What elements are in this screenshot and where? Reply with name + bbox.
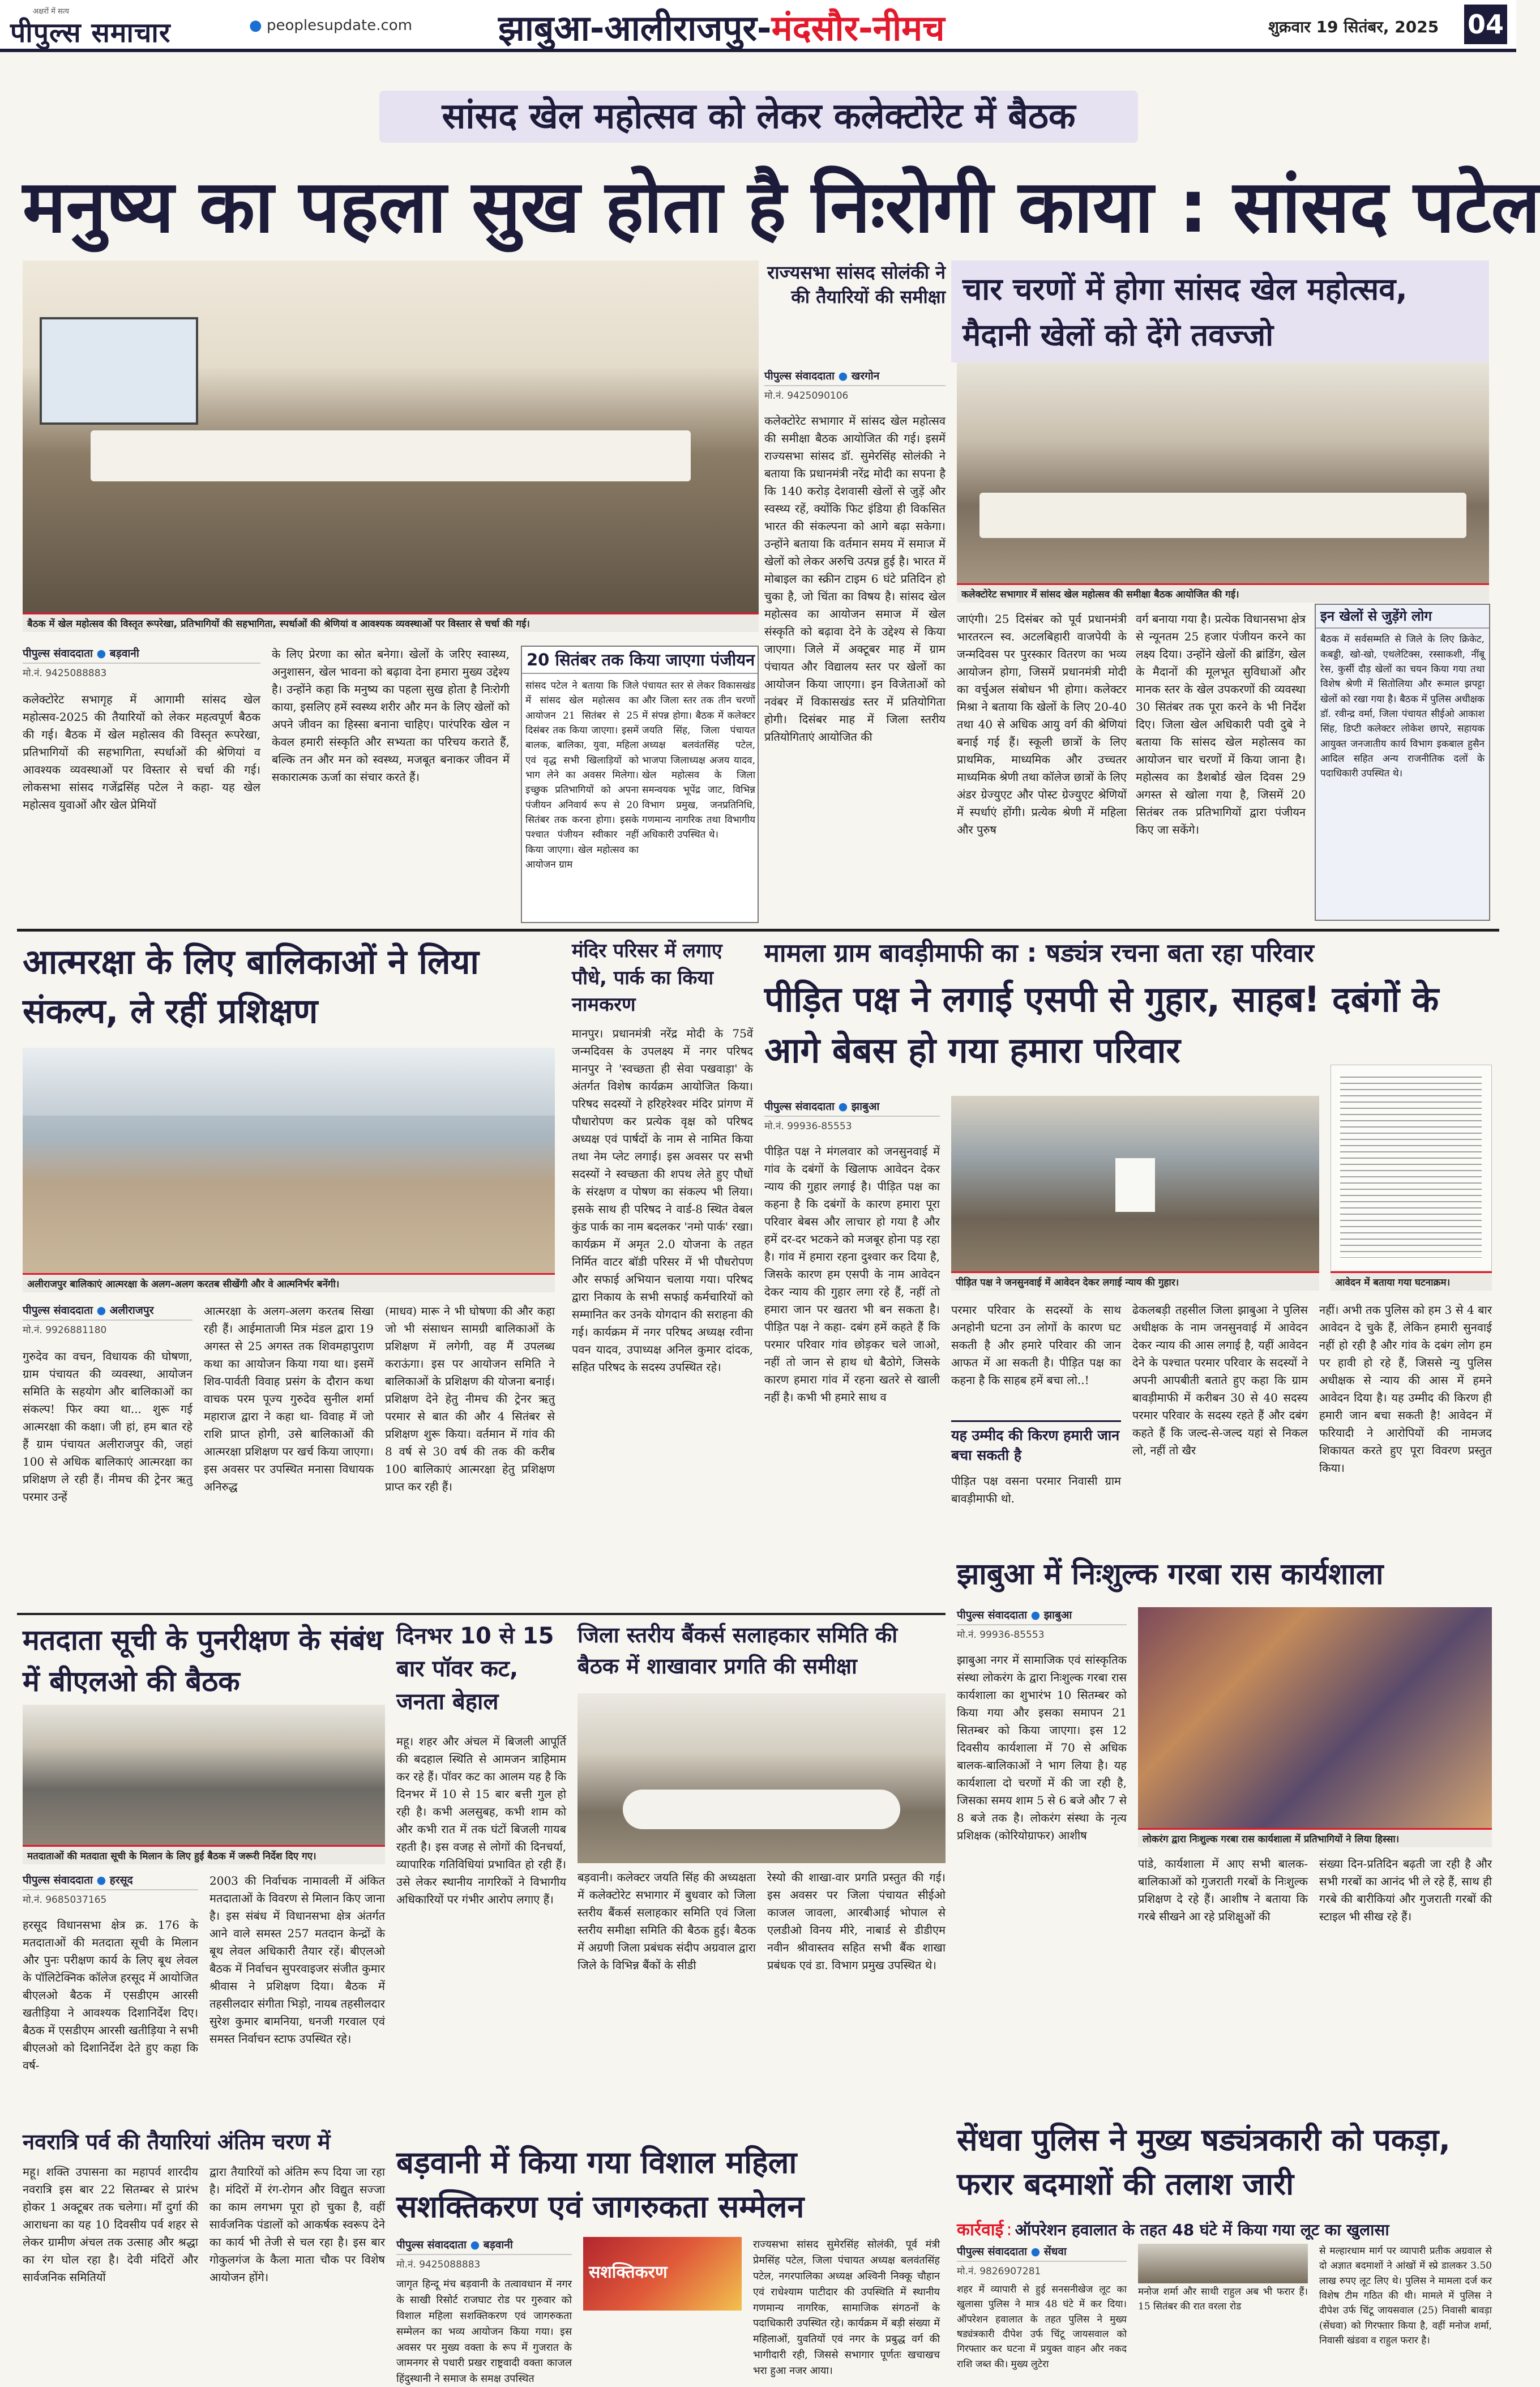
khargone-col2: जाएंगी। 25 दिसंबर को पूर्व प्रधानमंत्री भारतरत्न स्व. अटलबिहारी वाजपेयी के जन्मदिवस पर पुरस्कार वितरण का भव्य आयोजन होगा, जिसमें प्रधानमंत्री मोदी का वर्चुअल संबोधन भी होगा। कलेक्टर मिश्रा ने बताया कि खेलों के लिए 20-40 तथा 40 से अधिक आयु वर्ग की श्रेणियां बनाई गई हैं। स्कूली छात्रों के लिए प्राथमिक, माध्यमिक और उच्चतर माध्यमिक श्रेणी तथा कॉलेज छात्रों के लिए अंडर ग्रेज्युएट और पोस्ट ग्रेज्युएट श्रेणियों में स्पर्धाएं होंगी। प्रत्येक श्रेणी में महिला और पुरुष	[957, 612, 1127, 836]
byline	[23, 646, 260, 664]
garba-photo	[1138, 1607, 1492, 1828]
garba-col1: झाबुआ नगर में सामाजिक एवं सांस्कृतिक संस्था लोकरंग के द्वारा निःशुल्क गरबा रास कार्यशाला का शुभारंभ 10 सितम्बर को किया गया और इसका समापन 21 सितम्बर को किया जाएगा। इस 12 दिवसीय कार्यशाला में 70 से अधिक बालक-बालिकाओं ने भाग लिया है। यह कार्यशाला दो चरणों में की जा रही है, जिसका समय शाम 5 से 6 बजे और 7 से 8 बजे तक है। लोकरंग संस्था के नृत्य प्रशिक्षक (कोरियोग्राफर) आशीष	[957, 1653, 1127, 1842]
khargone-col3: वर्ग बनाया गया है। प्रत्येक विधानसभा क्षेत्र से न्यूनतम 25 हजार पंजीयन करने का लक्ष्य दिया। उन्होंने खेलों की ब्रांडिंग, खेल के मैदानों की मूलभूत सुविधाओं और मानक स्तर के खेल उपकरणों की व्यवस्था 30 सितंबर तक पूरा करने के भी निर्देश दिए। जिला खेल अधिकारी पवी दुबे ने बताया कि सांसद खेल महोत्सव का आयोजन चार चरणों में किया जाना है। महोत्सव का डैशबोर्ड खेल दिवस 29 अगस्त से खोला गया है, जिसमें 20 सितंबर तक प्रतिभागियों द्वारा पंजीयन किए जा सकेंगे।	[1136, 612, 1306, 836]
byline-name: पीपुल्स संवाददाता	[957, 1609, 1027, 1621]
section-divider	[17, 929, 1499, 932]
byline-place: हरसूद	[109, 1874, 133, 1886]
website-text: peoplesupdate.com	[266, 17, 413, 34]
byline-place: झाबुआ	[1043, 1609, 1072, 1621]
sendhwa-col2: मनोज शर्मा और साथी राहुल अब भी फरार हैं। 15 सितंबर की रात वरला रोड	[1138, 2286, 1308, 2313]
bankers-headline: जिला स्तरीय बैंकर्स सलाहकार समिति की बैठक में शाखावार प्रगति की समीक्षा	[578, 1622, 898, 1679]
alirajpur-col2: आत्मरक्षा के अलग-अलग करतब सिखा रही हैं। आईमाताजी मित्र मंडल द्वारा 19 अगस्त से 25 अगस्त तक शिवमहापुराण कथा का आयोजन किया गया था। इसमें शिव-पार्वती विवाह प्रसंग के दौरान कथा वाचक परम पूज्य गुरुदेव सुनील शर्मा महाराज द्वारा ने कहा था- विवाह में जो राशि प्राप्त होगी, उसे बालिकाओं की आत्मरक्षा प्रशिक्षण पर खर्च किया जाएगा। इस अवसर पर उपस्थित मनासा विधायक अनिरुद्ध	[204, 1304, 374, 1493]
byline-mobile: मो.नं. 9926881180	[23, 1325, 107, 1336]
conference-table	[623, 1790, 900, 1829]
website[interactable]	[249, 17, 412, 34]
harsud-photo	[23, 1705, 385, 1845]
hope-subhead-text: यह उम्मीद की किरण हमारी जान बचा सकती है	[951, 1427, 1120, 1463]
sendhwa-byline	[957, 2244, 1127, 2277]
byline-place: खरगोन	[851, 370, 880, 382]
byline-name: पीपुल्स संवाददाता	[23, 647, 93, 660]
bankers-photo	[578, 1693, 946, 1863]
sendhwa-kicker: ऑपरेशन हवालात के तहत 48 घंटे में किया गया लूट का खुलासा	[1015, 2221, 1389, 2239]
projector-screen	[40, 317, 198, 425]
garba-byline	[957, 1607, 1127, 1641]
barwani-women-col3: राज्यसभा सांसद सुमेरसिंह सोलंकी, पूर्व मंत्री प्रेमसिंह पटेल, जिला पंचायत अध्यक्ष बलवंतसिंह पटेल, नगरपालिका अध्यक्ष अश्विनी निक्कू चौहान एवं राधेश्याम पाटीदार की उपस्थिति में स्थानीय गणमान्य नागरिक, सामाजिक संगठनों के पदाधिकारी उपस्थित रहे। कार्यक्रम में बड़ी संख्या में महिलाओं, युवतियों एवं नगर के प्रबुद्ध वर्ग की भागीदारी रही, जिससे सभागार पूर्णतः खचाखच भरा हुआ नजर आया।	[753, 2239, 940, 2377]
khargone-headline: चार चरणों में होगा सांसद खेल महोत्सव, मैदानी खेलों को देंगे तवज्जो	[962, 271, 1408, 353]
bullet-icon: ●	[1030, 2245, 1041, 2258]
byline-name: पीपुल्स संवाददाता	[23, 1304, 93, 1317]
byline	[23, 1872, 198, 1890]
family-col1: पीड़ित पक्ष ने मंगलवार को जनसुनवाई में गांव के दबंगों के खिलाफ आवेदन देकर न्याय की गुहार लगाई है। पीड़ित पक्ष का कहना है कि दबंगों के कारण हमारा पूरा परिवार बेबस और लाचार हो गया है और हमें दर-दर भटकने को मजबूर होना पड़ रहा है। गांव में हमारा रहना दुश्वार कर दिया है, जिसके कारण हम एसपी के नाम आवेदन देकर न्याय की गुहार लगा रहे हैं, नहीं तो हमारा जान पर खतरा भी बन सकता है। पीड़ित पक्ष ने कहा- दबंग हमें कहते हैं कि परमार परिवार गांव छोड़कर चले जाओ, नहीं तो जान से हाथ धो बैठोगे, जिसके कारण हमारा गांव में रहना खतरे से खाली नहीं है। कभी भी हमारे साथ व	[764, 1145, 940, 1404]
bankers-col2: रेस्यो की शाखा-वार प्रगति प्रस्तुत की गई। इस अवसर पर जिला पंचायत सीईओ काजल जावला, आरबीआई भोपाल से एलडीओ विनय मीरे, नाबार्ड से डीडीएम नवीन श्रीवास्तव सहित सभी बैंक शाखा प्रबंधक एवं डा. विभाग प्रमुख उपस्थित थे।	[767, 1871, 946, 1972]
byline-name: पीपुल्स संवाददाता	[23, 1874, 93, 1886]
barwani-women-byline	[396, 2237, 572, 2270]
lead-headline: मनुष्य का पहला सुख होता है निःरोगी काया : सांसद पटेल	[23, 165, 1540, 249]
document-caption: आवेदन में बताया गया घटनाक्रम।	[1331, 1271, 1492, 1291]
lead-photo	[23, 261, 759, 613]
byline-name: पीपुल्स संवाददाता	[764, 370, 835, 382]
byline-mobile: मो.नं. 9425088883	[396, 2259, 481, 2270]
sendhwa-col3: से मल्हारधाम मार्ग पर व्यापारी प्रतीक अग्रवाल से दो अज्ञात बदमाशों ने आंखों में स्प्रे डालकर 3.50 लाख रुपए लूट लिए थे। पुलिस ने मामला दर्ज कर विशेष टीम गठित की थी। मामले में पुलिस ने दीपेश उर्फ चिंटू जायसवाल (25) निवासी बावड़ा (सेंधवा) को गिरफ्तार किया है, वहीं मनोज शर्मा, निवासी खंडवा व राहुल फरार है।	[1319, 2245, 1492, 2347]
barwani-women-headline: बड़वानी में किया गया विशाल महिला सशक्तिकरण एवं जागरुकता सम्मेलन	[396, 2145, 805, 2225]
paper-logo	[10, 6, 242, 49]
byline	[957, 2244, 1127, 2262]
bankers-col1: बड़वानी। कलेक्टर जयति सिंह की अध्यक्षता में कलेक्टोरेट सभागार में बुधवार को जिला स्तरीय बैंकर्स सलाहकार समिति एवं जिला स्तरीय समीक्षा समिति की बैठक हुई। बैठक में अग्रणी जिला प्रबंधक संदीप अग्रवाल द्वारा जिले के विभिन्न बैंकों के सीडी	[578, 1871, 756, 1972]
byline-mobile: मो.नं. 99936-85553	[764, 1121, 852, 1132]
garba-col2: पांडे, कार्यशाला में आए सभी बालक-बालिकाओं को गुजराती गरबों के निःशुल्क प्रशिक्षण दे रहे हैं। आशीष ने बताया कि गरबे सीखने आ रहे प्रशिक्षुओं की	[1138, 1857, 1308, 1923]
byline	[957, 1607, 1127, 1625]
section-divider	[17, 1613, 946, 1615]
separator-icon: :	[1006, 2220, 1012, 2240]
temple-body: मानपुर। प्रधानमंत्री नरेंद्र मोदी के 75वें जन्मदिवस के उपलक्ष्य में नगर परिषद मानपुर ने 'स्वच्छता ही सेवा पखवाड़ा' के अंतर्गत विशेष कार्यक्रम आयोजित किया। परिषद सदस्यों ने हरिहरेश्वर मंदिर प्रांगण में पौधारोपण कर प्रत्येक वृक्ष को परिषद अध्यक्ष एवं पार्षदों के नाम से नामित किया तथा नेम प्लेट लगाई। इस अवसर पर सभी सदस्यों ने स्वच्छता की शपथ लेते हुए पौधों के संरक्षण व पोषण का संकल्प भी लिया। इसके साथ ही परिषद ने वार्ड-8 स्थित वेबल कुंड पार्क का नाम बदलकर 'नमो पार्क' रखा। कार्यक्रम में अमृत 2.0 योजना के तहत निर्मित वाटर बॉडी परिसर में भी पौधरोपण और सफाई अभियान चलाया गया। परिषद द्वारा निकाय के सभी सफाई कर्मचारियों को सम्मानित कर उनके योगदान की सराहना की गई। कार्यक्रम में नगर परिषद अध्यक्ष रवीना पवन यादव, उपाध्यक्ष अनिल कुमार दांदक, सहित परिषद के सदस्य उपस्थित रहे।	[572, 1027, 753, 1374]
khargone-photo	[957, 362, 1489, 583]
navratri-col2: द्वारा तैयारियों को अंतिम रूप दिया जा रहा है। मंदिरों में रंग-रोगन और विद्युत सज्जा का काम लगभग पूरा हो चुका है, वहीं सार्वजनिक पंडालों को आकर्षक स्वरूप देने का कार्य भी तेजी से चल रहा है। इस बार गोकुलगंज के कैला माता चौक पर विशेष आयोजन होंगे।	[209, 2165, 385, 2284]
family-col3: ढेकलबड़ी तहसील जिला झाबुआ ने पुलिस अधीक्षक के नाम जनसुनवाई में आवेदन देकर न्याय की आस लगाई है, यहीं आवेदन देने के पश्चात परमार परिवार के सदस्यों ने अपनी आपबीती बताते हुए कहा कि ग्राम बावड़ीमाफी में करीबन 30 से 40 सदस्य परमार परिवार के सदस्य रहते हैं और दबंग कहते हैं कि जल्द-से-जल्द यहां से निकल लो, नहीं तो खैर	[1132, 1303, 1308, 1457]
application-document	[1331, 1065, 1492, 1271]
family-byline	[764, 1099, 940, 1132]
banner-text: सशक्तिकरण	[589, 2262, 668, 2282]
harsud-col2: 2003 की निर्वाचक नामावली में अंकित मतदाताओं के विवरण से मिलान किए जाना है। इस संबंध में विधानसभा क्षेत्र अंतर्गत आने वाले समस्त 257 मतदान केन्द्रों के बूथ लेवल अधिकारी तैयार रहें। बीएलओ बैठक में निर्वाचन सुपरवाइजर संजीत कुमार श्रीवास ने प्रशिक्षण दिया। बैठक में तहसीलदार संगीता भिड़ो, नायब तहसीलदार सुरेश कुमार बामनिया, धनजी गरवाल एवं समस्त निर्वाचन स्टाफ उपस्थित रहे।	[209, 1874, 385, 2046]
region-red: मंदसौर-नीमच	[771, 7, 945, 49]
page-number: 04	[1464, 5, 1507, 44]
games-sidebar	[1315, 604, 1490, 921]
alirajpur-byline	[23, 1303, 192, 1336]
alirajpur-headline: आत्मरक्षा के लिए बालिकाओं ने लिया संकल्प, ले रहीं प्रशिक्षण	[23, 942, 479, 1031]
khargone-col1: कलेक्टोरेट सभागार में सांसद खेल महोत्सव की समीक्षा बैठक आयोजित की गई। इसमें राज्यसभा सांसद डॉ. सुमेरसिंह सोलंकी ने बताया कि प्रधानमंत्री नरेंद्र मोदी का सपना है कि 140 करोड़ देशवासी खेलों से जुड़ें और स्वस्थ्य रहें, क्योंकि फिट इंडिया ही विकसित भारत की संकल्पना को आगे बढ़ा सकेगा। उन्होंने बताया कि वर्तमान समय में समाज में खेलों को लेकर अरुचि उत्पन्न हुई है। भारत में मोबाइल का स्क्रीन टाइम 6 घंटे प्रतिदिन हो चुका है, जो चिंता का विषय है। सांसद खेल महोत्सव का आयोजन समाज में खेल संस्कृति को बढ़ावा देने के उद्देश्य से किया जाएगा। जिले में अक्टूबर माह में ग्राम पंचायत और विद्यालय स्तर पर खेलों का आयोजन किया जाएगा। इन विजेताओं को नवंबर में विकासखंड स्तर में प्रतियोगिता होगी। दिसंबर माह में जिला स्तरीय प्रतियोगिताएं आयोजित की	[764, 414, 946, 744]
family-photo-caption: पीड़ित पक्ष ने जनसुनवाई में आवेदन देकर लगाई न्याय की गुहार।	[951, 1271, 1319, 1291]
harsud-photo-caption: मतदाताओं की मतदाता सूची के मिलान के लिए हुई बैठक में जरूरी निर्देश दिए गए।	[23, 1845, 385, 1864]
registration-col1: सांसद पटेल ने बताया कि जिले में सांसद खेल महोत्सव का आयोजन 21 सितंबर से 25 दिसंबर तक किया जाएगा। इसमें बालक, बालिका, युवा, महिला एवं वृद्ध सभी खिलाड़ियों को भाग लेने का अवसर मिलेगा। इच्छुक प्रतिभागियों को अपना पंजीयन अनिवार्य रूप से 20 सितंबर तक करना होगा। इसके पश्चात पंजीयन स्वीकार नहीं किया जाएगा। खेल महोत्सव का आयोजन ग्राम	[525, 680, 639, 871]
byline-place: सेंधवा	[1043, 2245, 1067, 2258]
byline-place: झाबुआ	[851, 1100, 880, 1113]
garba-headline: झाबुआ में निःशुल्क गरबा रास कार्यशाला	[957, 1557, 1384, 1591]
masthead	[0, 0, 1516, 52]
power-headline: दिनभर 10 से 15 बार पॉवर कट, जनता बेहाल	[396, 1623, 554, 1715]
byline-name: पीपुल्स संवाददाता	[396, 2239, 467, 2251]
barwani-women-col1: जागृत हिन्दू मंच बड़वानी के तत्वावधान में नगर के साखी रिसोर्ट राजघाट रोड पर गुरुवार को विशाल महिला सशक्तिकरण एवं जागरुकता सम्मेलन का भव्य आयोजन किया गया। इस अवसर पर मुख्य वक्ता के रूप में गुजरात के जामनगर से पधारी प्रखर राष्ट्रवादी वक्ता काजल हिंदुस्थानी ने समाज के समक्ष उपस्थित	[396, 2278, 572, 2385]
hall-roof	[23, 1048, 555, 1116]
byline-name: पीपुल्स संवाददाता	[957, 2245, 1027, 2258]
family-col2: परमार परिवार के सदस्यों के साथ अनहोनी घटना उन लोगों के कारण घट सकती है और हमारे परिवार की जान आफत में आ सकती है। पीड़ित पक्ष का कहना है कि साहब हमें बचा लो..!	[951, 1303, 1121, 1387]
lead-col2: के लिए प्रेरणा का स्रोत बनेगा। खेलों के जरिए स्वास्थ्य, अनुशासन, खेल भावना को बढ़ावा देना हमारा मुख्य उद्देश्य है। उन्होंने कहा कि मनुष्य का पहला सुख होता है निःरोगी काया, इसलिए हमें स्वस्थ्य शरीर और मन के लिए खेलों को अपने जीवन का हिस्सा बनाना चाहिए। पारंपरिक खेल न केवल हमारी संस्कृति और सभ्यता का परिचय कराते हैं, बल्कि तन और मन को स्वस्थ्य, मजबूत बनाकर जीवन में सकारात्मक ऊर्जा का संचार करते हैं।	[272, 647, 510, 784]
application-paper	[1115, 1158, 1155, 1212]
region-title	[498, 3, 945, 51]
officials-table	[979, 493, 1466, 538]
temple-headline: मंदिर परिसर में लगाए पौधे, पार्क का किया नामकरण	[572, 940, 722, 1017]
byline-place: बड़वानी	[483, 2239, 513, 2251]
bullet-icon: ●	[470, 2239, 480, 2251]
meeting-table	[91, 430, 691, 481]
barwani-women-photo	[583, 2237, 742, 2311]
issue-date: शुक्रवार 19 सितंबर, 2025	[1268, 18, 1439, 36]
registration-headline: 20 सितंबर तक किया जाएगा पंजीयन	[522, 647, 758, 674]
byline	[764, 368, 946, 386]
garba-col3: संख्या दिन-प्रतिदिन बढ़ती जा रही है और सभी गरबों का आनंद भी ले रहे हैं, साथ ही गरबे की बारीकियां और गुजराती गरबों की स्टाइल भी सीख रहे हैं।	[1319, 1857, 1492, 1923]
byline	[23, 1303, 192, 1321]
byline-mobile: मो.नं. 9425090106	[764, 390, 849, 402]
khargone-photo-caption: कलेक्टोरेट सभागार में सांसद खेल महोत्सव की समीक्षा बैठक आयोजित की गई।	[957, 583, 1489, 603]
byline-place: बड़वानी	[109, 647, 139, 660]
khargone-kicker-box	[764, 261, 946, 351]
navratri-col1: महू। शक्ति उपासना का महापर्व शारदीय नवरात्रि इस बार 22 सितम्बर से प्रारंभ होकर 1 अक्टूबर तक चलेगा। माँ दुर्गा की आराधना का यह 10 दिवसीय पर्व शहर से लेकर ग्रामीण अंचल तक उत्साह और श्रद्धा का रंग घोल रहा है। देवी मंदिरों और सार्वजनिक समितियों	[23, 2165, 198, 2284]
registration-col2: पंचायत स्तर से लेकर विकासखंड और जिला स्तर तक तीन चरणों में संपन्न होगा। बैठक में कलेक्टर जयति सिंह, जिला पंचायत अध्यक्ष बलवंतसिंह पटेल, भाजपा जिलाध्यक्ष अजय यादव, खेल महोत्सव के जिला समन्वयक भूपेंद्र जाट, विभिन्न विभाग प्रमुख, जनप्रतिनिधि, गणमान्य नागरिक तथा विभागीय अधिकारी उपस्थित थे।	[642, 680, 755, 841]
alirajpur-photo-caption: अलीराजपुर बालिकाएं आत्मरक्षा के अलग-अलग करतब सीखेंगी और वे आत्मनिर्भर बनेंगी।	[23, 1273, 555, 1292]
garba-photo-caption: लोकरंग द्वारा निःशुल्क गरबा रास कार्यशाला में प्रतिभागियों ने लिया हिस्सा।	[1138, 1828, 1492, 1847]
alirajpur-col1: गुरुदेव का वचन, विधायक की घोषणा, ग्राम पंचायत की व्यवस्था, आयोजन समिति के सहयोग और बालिकाओं का संकल्प! फिर क्या था... शुरू गई आत्मरक्षा की कक्षा। जी हां, हम बात रहे हैं ग्राम पंचायत अलीराजपुर की, जहां 100 से अधिक बालिकाएं आत्मरक्षा का प्रशिक्षण ले रही हैं। नीमच की ट्रेनर ऋतु परमार उन्हें	[23, 1350, 192, 1504]
byline-mobile: मो.नं. 9425088883	[23, 668, 107, 679]
document-lines	[1340, 1077, 1482, 1258]
alirajpur-photo	[23, 1048, 555, 1273]
bullet-icon: ●	[96, 647, 106, 660]
sendhwa-label: कार्रवाई	[957, 2220, 1004, 2240]
lead-photo-caption: बैठक में खेल महोत्सव की विस्तृत रूपरेखा, प्रतिभागियों की सहभागिता, स्पर्धाओं की श्रेणियां व आवश्यक व्यवस्थाओं पर विस्तार से चर्चा की गई।	[23, 613, 759, 632]
byline-mobile: मो.नं. 9685037165	[23, 1894, 107, 1906]
sendhwa-photo	[1138, 2244, 1308, 2283]
khargone-byline	[764, 368, 946, 402]
harsud-byline	[23, 1872, 198, 1906]
hope-subhead	[951, 1420, 1121, 1465]
power-body: महू। शहर और अंचल में बिजली आपूर्ति की बदहाल स्थिति से आमजन त्राहिमाम कर रहे हैं। पॉवर कट का आलम यह है कि दिनभर में 10 से 15 बार बत्ती गुल हो रही है। कभी अलसुबह, कभी शाम को और कभी रात में तक घंटों बिजली गायब रहती है। इस वजह से लोगों की दिनचर्या, व्यापारिक गतिविधियां प्रभावित हो रही हैं। उसे लेकर स्थानीय नागरिकों ने विभागीय अधिकारियों पर गंभीर आरोप लगाए हैं।	[396, 1735, 566, 1906]
khargone-kicker: राज्यसभा सांसद सोलंकी ने की तैयारियों की समीक्षा	[767, 262, 946, 308]
lead-col1: कलेक्टोरेट सभागृह में आगामी सांसद खेल महोत्सव-2025 की तैयारियों को लेकर महत्वपूर्ण बैठक की गई। बैठक में खेल महोत्सव की विस्तृत रूपरेखा, प्रतिभागियों की सहभागिता, स्पर्धाओं की श्रेणियां व आवश्यक व्यवस्थाओं पर विस्तार से चर्चा की गई। लोकसभा सांसद गजेंद्रसिंह पटेल ने कहा- यह खेल महोत्सव युवाओं और खेल प्रेमियों	[23, 693, 260, 812]
byline-name: पीपुल्स संवाददाता	[764, 1100, 835, 1113]
navratri-headline: नवरात्रि पर्व की तैयारियां अंतिम चरण में	[23, 2129, 331, 2154]
family-kicker: मामला ग्राम बावड़ीमाफी का : षड्यंत्र रचना बता रहा परिवार	[764, 938, 1314, 968]
sendhwa-kicker-row	[957, 2217, 1495, 2240]
byline	[764, 1099, 940, 1117]
bullet-icon: ●	[838, 370, 848, 382]
bullet-icon: ●	[838, 1100, 848, 1113]
tagline: अक्षरों में सत्य	[33, 7, 70, 16]
bullet-icon: ●	[96, 1874, 106, 1886]
harsud-headline: मतदाता सूची के पुनरीक्षण के संबंध में बीएलओ की बैठक	[23, 1624, 383, 1698]
byline-mobile: मो.नं. 9826907281	[957, 2266, 1041, 2277]
bullet-icon: ●	[1030, 1609, 1041, 1621]
paper-name: पीपुल्स समाचार	[10, 17, 171, 49]
globe-icon: ●	[249, 17, 262, 34]
region-black: झाबुआ-आलीराजपुर-	[498, 7, 772, 49]
sendhwa-headline: सेंधवा पुलिस ने मुख्य षड्यंत्रकारी को पकड़ा, फरार बदमाशों की तलाश जारी	[957, 2122, 1451, 2202]
games-sidebar-heading: इन खेलों से जुड़ेंगे लोग	[1316, 605, 1489, 629]
bullet-icon: ●	[96, 1304, 106, 1317]
harsud-col1: हरसूद विधानसभा क्षेत्र क्र. 176 के मतदाताओं की मतदाता सूची के मिलान और पुनः परीक्षण कार्य के लिए बूथ लेवल के पॉलिटेक्निक कॉलेज हरसूद में आयोजित बीएलओ बैठक में एसडीएम आरसी खतीड़िया ने आवश्यक दिशानिर्देश दिए। बैठक में एसडीएम आरसी खतीड़िया ने सभी बीएलओ को दिशानिर्देश देते हुए कहा कि वर्ष-	[23, 1918, 198, 2072]
family-photo	[951, 1096, 1319, 1271]
family-col2b: पीड़ित पक्ष वसना परमार निवासी ग्राम बावड़ीमाफी थो.	[951, 1474, 1121, 1505]
family-headline: पीड़ित पक्ष ने लगाई एसपी से गुहार, साहब! दबंगों के आगे बेबस हो गया हमारा परिवार	[764, 979, 1439, 1071]
family-col4: नहीं। अभी तक पुलिस को हम 3 से 4 बार आवेदन दे चुके हैं, लेकिन हमारी सुनवाई नहीं हो रही है और गांव के दबंग लोग हम पर हावी हो रहे हैं, जिससे न्यु पुलिस अधीक्षक से न्याय की आस में हमने आवेदन दिया है। यह उम्मीद की किरण ही हमारी जान बचा सकती है! आवेदन में फरियादी ने आरोपियों की नामजद शिकायत करते हुए पूरा विवरण प्रस्तुत किया।	[1319, 1303, 1492, 1475]
sendhwa-col1: शहर में व्यापारी से हुई सनसनीखेज लूट का खुलासा पुलिस ने मात्र 48 घंटे में कर दिया। ऑपरेशन हवालात के तहत पुलिस ने मुख्य षड्यंत्रकारी दीपेश उर्फ चिंटू जायसवाल को गिरफ्तार कर घटना में प्रयुक्त वाहन और नकद राशि जब्त की। मुख्य लुटेरा	[957, 2284, 1127, 2370]
lead-kicker: सांसद खेल महोत्सव को लेकर कलेक्टोरेट में बैठक	[442, 95, 1076, 136]
byline-place: अलीराजपुर	[109, 1304, 154, 1317]
byline-mobile: मो.नं. 99936-85553	[957, 1629, 1045, 1641]
alirajpur-col3: (माधव) मारू ने भी घोषणा की और कहा जो भी संसाधन सामग्री बालिकाओं के प्रशिक्षण में लगेगी, वह मैं उपलब्ध कराऊंगा। इस पर आयोजन समिति ने बालिकाओं के प्रशिक्षण की योजना बनाई। प्रशिक्षण देने हेतु नीमच की ट्रेनर ऋतु परमार से बात की और 4 सितंबर से प्रशिक्षण शुरू किया। वर्तमान में गांव की 8 वर्ष से 30 वर्ष की तक की करीब 100 बालिकाएं आत्मरक्षा हेतु प्रशिक्षण प्राप्त कर रही हैं।	[385, 1304, 555, 1493]
lead-byline	[23, 646, 260, 679]
byline	[396, 2237, 572, 2255]
games-sidebar-text: बैठक में सर्वसम्मति से जिले के लिए क्रिकेट, कबड्डी, खो-खो, एथलेटिक्स, रस्साकशी, नींबू रेस, कुर्सी दौड़ खेलों का चयन किया गया तथा विशेष श्रेणी में सितोलिया और रूमाल झपट्टा खेलों को रखा गया है। बैठक में पुलिस अधीक्षक डॉ. रवीन्द्र वर्मा, जिला पंचायत सीईओ आकाश सिंह, डिप्टी कलेक्टर लोकेश छापरे, सहायक आयुक्त जनजातीय कार्य विभाग इकबाल हुसैन आदिल सहित अन्य राजनीतिक दलों के पदाधिकारी उपस्थित थे।	[1320, 634, 1485, 780]
